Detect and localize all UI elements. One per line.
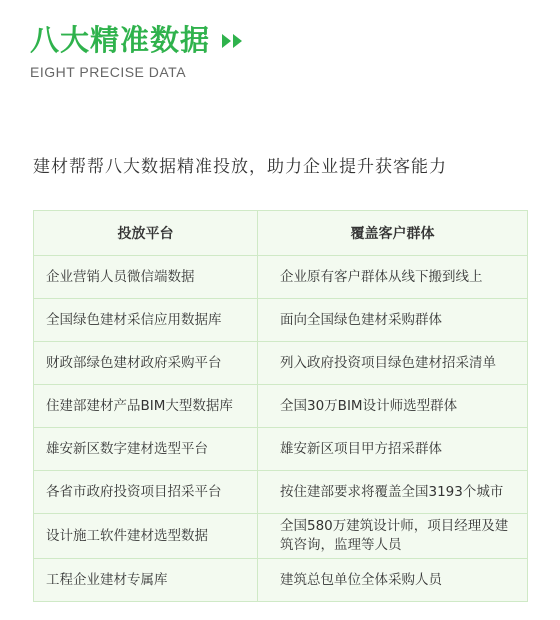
- platform-cell: 财政部绿色建材政府采购平台: [34, 342, 258, 385]
- page-subtitle: EIGHT PRECISE DATA: [30, 64, 187, 80]
- title-row: [30, 20, 244, 60]
- customer-group-cell: 建筑总包单位全体采购人员: [258, 559, 528, 602]
- header-platform: 投放平台: [34, 211, 258, 256]
- customer-group-cell: 全国580万建筑设计师，项目经理及建筑咨询，监理等人员: [258, 514, 528, 559]
- platform-cell: 设计施工软件建材选型数据: [34, 514, 258, 559]
- header-customer-group: 覆盖客户群体: [258, 211, 528, 256]
- table-row: [34, 471, 528, 514]
- intro-text: 建材帮帮八大数据精准投放，助力企业提升获客能力: [33, 157, 447, 177]
- table-row: [34, 385, 528, 428]
- table-row: [34, 428, 528, 471]
- customer-group-cell: 列入政府投资项目绿色建材招采清单: [258, 342, 528, 385]
- platform-cell: 住建部建材产品BIM大型数据库: [34, 385, 258, 428]
- customer-group-cell: 面向全国绿色建材采购群体: [258, 299, 528, 342]
- page-title: 八大精准数据: [30, 23, 211, 57]
- customer-group-cell: 企业原有客户群体从线下搬到线上: [258, 256, 528, 299]
- table-row: [34, 256, 528, 299]
- customer-group-cell: 按住建部要求将覆盖全国3193个城市: [258, 471, 528, 514]
- table-row: [34, 514, 528, 559]
- table-row: [34, 299, 528, 342]
- table-header-row: [34, 211, 528, 256]
- header: [30, 20, 244, 80]
- platform-cell: 全国绿色建材采信应用数据库: [34, 299, 258, 342]
- data-table: [33, 210, 528, 602]
- customer-group-cell: 全国30万BIM设计师选型群体: [258, 385, 528, 428]
- platform-cell: 企业营销人员微信端数据: [34, 256, 258, 299]
- customer-group-cell: 雄安新区项目甲方招采群体: [258, 428, 528, 471]
- table-row: [34, 342, 528, 385]
- platform-cell: 工程企业建材专属库: [34, 559, 258, 602]
- table-row: [34, 559, 528, 602]
- double-chevron-right-icon: [222, 34, 244, 48]
- data-table-container: [33, 210, 527, 602]
- platform-cell: 各省市政府投资项目招采平台: [34, 471, 258, 514]
- platform-cell: 雄安新区数字建材选型平台: [34, 428, 258, 471]
